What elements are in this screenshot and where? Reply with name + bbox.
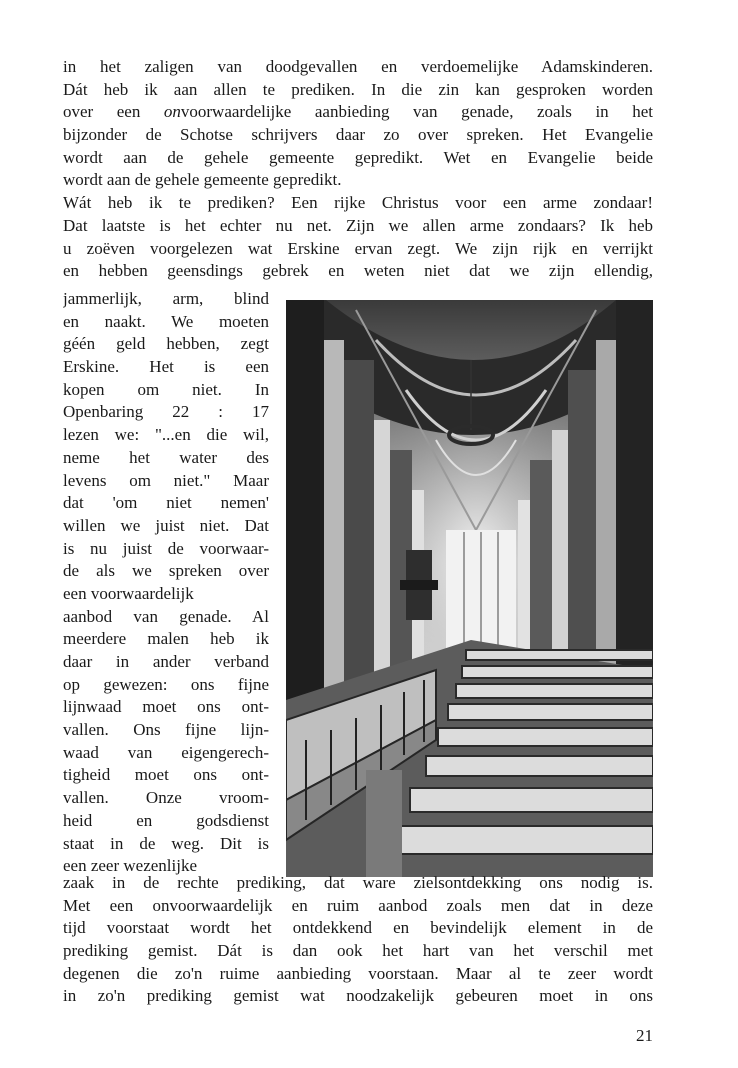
text-line: heid en godsdienst [63,810,269,830]
text-line: prediking gemist. Dát is dan ook het hart van het verschil met [63,941,653,961]
text-line: in het zaligen van doodgevallen en verdoemelijke Adamskinderen. [63,57,653,76]
text-line: degenen die zo'n ruime aanbieding voorstaan. Maar al te zeer wordt [63,963,653,983]
text-line: levens om niet." Maar [63,470,269,490]
text-line: Dat laatste is het echter nu net. Zijn we allen arme zondaars? Ik heb [63,215,653,235]
text-fragment: voorwaardelijke aanbieding van genade, zoals in het [180,102,653,122]
text-line: waad van eigengerech- [63,742,269,762]
text-line: kopen om niet. In [63,379,269,399]
text-line: lijnwaad moet ons ont- [63,697,269,717]
text-line: de als we spreken over [63,561,269,581]
text-line: jammerlijk, arm, blind [63,289,269,308]
side-column-text [63,288,269,878]
bottom-paragraph [63,872,653,1008]
text-line: Dát heb ik aan allen te prediken. In die zin kan gesproken worden [63,79,653,99]
page-number: 21 [636,1026,653,1045]
text-line: zaak in de rechte prediking, dat ware zielsontdekking ons nodig is. [63,873,653,892]
text-line: wordt aan de gehele gemeente gepredikt. [63,170,342,190]
text-line: neme het water des [63,447,269,467]
text-line: Met een onvoorwaardelijk en ruim aanbod zoals men dat in deze [63,895,653,915]
text-line: en hebben geensdings gebrek en weten niet dat we zijn ellendig, [63,261,653,281]
text-line: dat 'om niet nemen' [63,493,269,513]
text-line: lezen we: "...en die wil, [63,425,269,445]
text-line: op gewezen: ons fijne [63,674,269,694]
text-line: meerdere malen heb ik [63,629,269,649]
text-line: is nu juist de voorwaar- [63,538,269,558]
text-line: aanbod van genade. Al [63,606,269,626]
church-interior-photo [286,300,653,877]
text-line: vallen. Onze vroom- [63,788,269,808]
text-line: tijd voorstaat wordt het ontdekkend en bevindelijk element in de [63,918,653,938]
text-line: en naakt. We moeten [63,311,269,331]
text-line: Openbaring 22 : 17 [63,402,269,422]
text-line: een zeer wezenlijke [63,856,198,876]
text-line: willen we juist niet. Dat [63,515,269,535]
italic-fragment: on [163,102,181,122]
text-fragment: over een [63,102,164,122]
top-paragraphs [63,56,653,283]
text-line: staat in de weg. Dit is [63,833,269,853]
text-line: bijzonder de Schotse schrijvers daar zo over spreken. Het Evangelie [63,125,653,145]
text-line: vallen. Ons fijne lijn- [63,720,269,740]
text-line: een voorwaardelijk [63,583,194,603]
text-line: géén geld hebben, zegt [63,334,269,354]
text-line: Wát heb ik te prediken? Een rijke Christus voor een arme zondaar! [63,193,653,213]
text-line: in zo'n prediking gemist wat noodzakelijk gebeuren moet in ons [63,986,653,1006]
text-line: Erskine. Het is een [63,357,269,377]
text-line-italic-mixed [63,101,653,124]
text-line: u zoëven voorgelezen wat Erskine ervan zegt. We zijn rijk en verrijkt [63,238,653,258]
text-line: tigheid moet ons ont- [63,765,269,785]
text-line: daar in ander verband [63,652,269,671]
text-line: wordt aan de gehele gemeente gepredikt. Wet en Evangelie beide [63,147,653,167]
